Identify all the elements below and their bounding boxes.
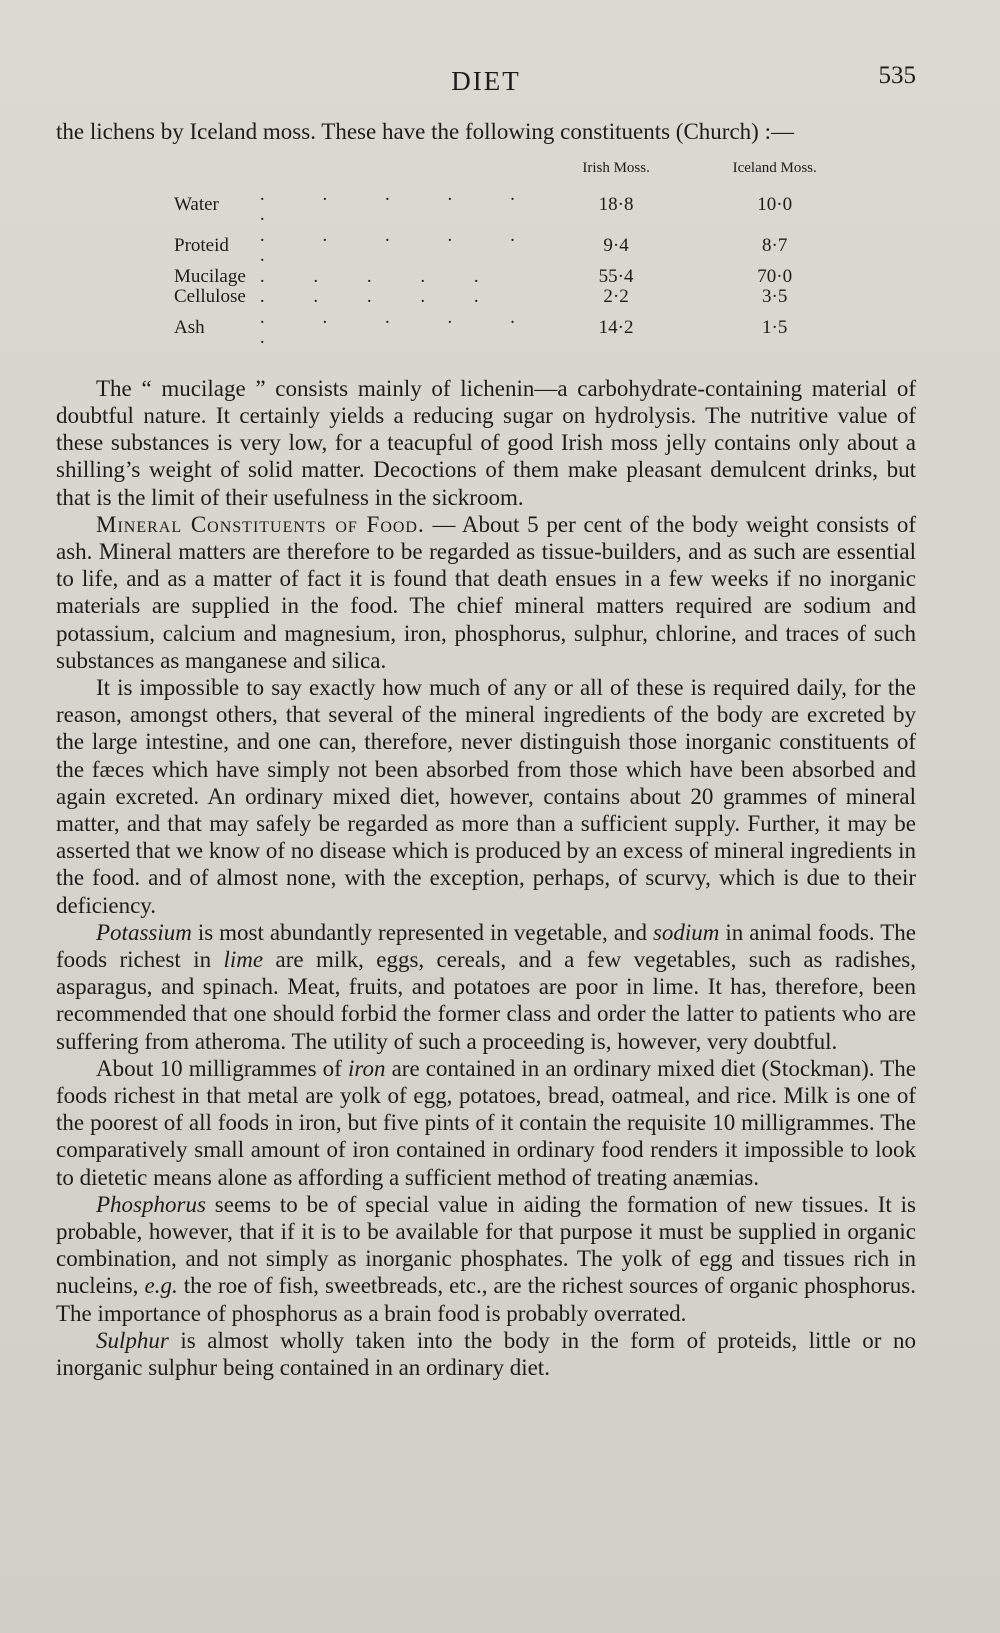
paragraph-iron: About 10 milligrammes of iron are contained in an ordinary mixed diet (Stockman). The foods richest in that metal are yolk of egg, potatoes, bread, oatmeal, and rice. Milk is one of the poorest of all foods in iron, but five pints of it contain the requisite 10 milligrammes. The comparatively small amount of iron contained in ordinary food renders it impossible to look to dietetic means alone as affording a sufficient method of treating anæmias. (56, 1055, 917, 1190)
paragraph-sulphur: Sulphur is almost wholly taken into the body in the form of proteids, little or no inorganic sulphur being contained in an ordinary diet. (56, 1327, 916, 1381)
term-phosphorus: Phosphorus (96, 1191, 206, 1217)
paragraph-phosphorus: Phosphorus seems to be of special value in aiding the formation of new tissues. It is probable, however, that if it is to be available for that purpose it must be supplied in organic combination, and not simply as inorganic phosphates. The yolk of egg and tissues rich in nucleins, e.g. the roe of fish, sweetbreads, etc., are the richest sources of organic phosphorus. The importance of phosphorus as a brain food is probably overrated. (56, 1191, 916, 1326)
running-title: DIET (451, 66, 521, 96)
table-row (174, 267, 854, 288)
column-header-irish-moss: Irish Moss. (582, 160, 650, 177)
irish-moss-value: 2·2 (603, 286, 629, 308)
iceland-moss-value: 3·5 (762, 286, 788, 308)
term-lime: lime (223, 946, 264, 972)
row-label: Water (174, 193, 219, 215)
row-label: Proteid (174, 234, 229, 256)
page-number: 535 (878, 62, 916, 89)
table-row (174, 226, 854, 267)
running-header (56, 60, 916, 100)
abbreviation-eg: e.g. (144, 1273, 178, 1299)
iceland-moss-value: 70·0 (757, 265, 793, 287)
irish-moss-value: 9·4 (603, 234, 629, 256)
leader-dots: . . . . . (259, 265, 501, 287)
term-potassium: Potassium (96, 919, 192, 945)
leader-dots: . . . . . . (259, 224, 537, 267)
irish-moss-value: 55·4 (598, 265, 634, 287)
paragraph-daily-requirement: It is impossible to say exactly how much of any or all of these is required daily, for the reason, amongst others, that several of the mineral ingredients of the body are excreted by the large intestine, and one can, therefore, never distinguish those inorganic constituents of the fæces which have simply not been absorbed from those which have been absorbed and again excreted. An ordinary mixed diet, however, contains about 20 grammes of mineral matter, and that may safely be regarded as more than a sufficient supply. Further, it may be asserted that we know of no disease which is produced by an excess of mineral ingredients in the food. and of almost none, with the exception, perhaps, of scurvy, which is due to their deficiency. (56, 674, 916, 918)
iceland-moss-value: 1·5 (762, 316, 788, 338)
table-row (174, 308, 854, 349)
term-sodium: sodium (652, 919, 720, 945)
intro-paragraph: the lichens by Iceland moss. These have the following constituents (Church) :— (56, 119, 794, 144)
irish-moss-value: 18·8 (598, 193, 634, 215)
constituents-table (174, 157, 854, 349)
table-header-row (174, 157, 854, 185)
row-label: Cellulose (174, 286, 246, 308)
paragraph-mucilage: The “ mucilage ” consists mainly of lichenin—a carbohydrate-containing material of doubtful nature. It certainly yields a reducing sugar on hydrolysis. The nutritive value of these substances is very low, for a teacupful of good Irish moss jelly contains only about a shilling’s weight of solid matter. Decoctions of them make pleasant demulcent drinks, but that is the limit of their usefulness in the sickroom. (56, 375, 916, 510)
paragraph-potassium: Potassium is most abundantly represented in vegetable, and sodium in animal foods. The foods richest in lime are milk, eggs, cereals, and a few vegetables, such as radishes, asparagus, and spinach. Meat, fruits, and potatoes are poor in lime. It has, therefore, been recommended that one should forbid the former class and order the latter to patients who are suffering from atheroma. The utility of such a proceeding is, however, very doubtful. (56, 919, 917, 1054)
paragraph-text: — About 5 per cent of the body weight consists of ash. Mineral matters are therefore to be regarded as tissue-builders, and as such are essential to life, and as a matter of fact it is found that death ensues in a few weeks if no inorganic materials are supplied in the food. The chief mineral matters required are sodium and potassium, calcium and magnesium, iron, phosphorus, sulphur, chlorine, and traces of such substances as manganese and silica. (56, 511, 917, 673)
row-label: Mucilage (174, 265, 246, 287)
iceland-moss-value: 8·7 (762, 234, 788, 256)
paragraph-mineral-constituents (56, 511, 916, 674)
section-heading-mineral-constituents: Mineral Constituents of Food. (96, 511, 425, 537)
irish-moss-value: 14·2 (598, 316, 634, 338)
leader-dots: . . . . . . (259, 183, 537, 226)
table-row (174, 287, 854, 308)
body-text (56, 118, 916, 1381)
leader-dots: . . . . . (259, 286, 501, 308)
column-header-iceland-moss: Iceland Moss. (732, 160, 817, 177)
table-row (174, 185, 854, 226)
term-sulphur: Sulphur (96, 1327, 169, 1353)
leader-dots: . . . . . . (259, 306, 537, 349)
iceland-moss-value: 10·0 (757, 193, 793, 215)
row-label: Ash (174, 316, 205, 338)
term-iron: iron (347, 1055, 386, 1081)
